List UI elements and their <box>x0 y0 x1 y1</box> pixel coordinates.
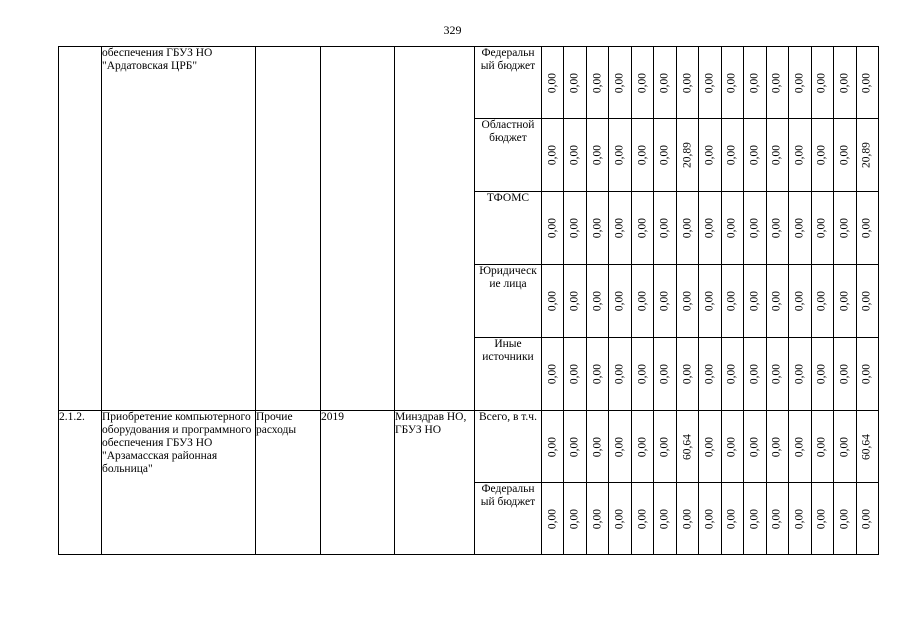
amount-value: 0,00 <box>838 290 851 312</box>
amount-cell <box>542 192 564 265</box>
amount-value: 0,00 <box>748 144 761 166</box>
amount-value: 0,00 <box>770 72 783 93</box>
amount-value: 0,00 <box>725 72 738 93</box>
amount-value: 0,00 <box>748 508 761 529</box>
amount-cell <box>789 47 811 119</box>
amount-cell <box>586 119 608 192</box>
amount-value: 0,00 <box>681 508 694 529</box>
amount-cell <box>856 265 878 338</box>
amount-value: 0,00 <box>770 508 783 529</box>
amount-cell <box>564 483 586 555</box>
amount-cell <box>811 119 833 192</box>
amount-value: 0,00 <box>658 144 671 166</box>
row-number <box>59 47 102 411</box>
amount-value: 0,00 <box>815 436 828 457</box>
amount-cell <box>744 411 766 483</box>
amount-cell <box>654 411 676 483</box>
amount-value: 0,00 <box>636 436 649 457</box>
amount-value: 0,00 <box>568 508 581 529</box>
amount-value: 0,00 <box>703 436 716 457</box>
amount-value: 0,00 <box>546 436 559 457</box>
amount-cell <box>744 338 766 411</box>
amount-cell <box>856 411 878 483</box>
amount-cell <box>564 338 586 411</box>
amount-value: 0,00 <box>568 436 581 457</box>
amount-cell <box>654 119 676 192</box>
amount-value: 0,00 <box>770 436 783 457</box>
funding-source <box>475 265 542 338</box>
amount-value: 0,00 <box>658 436 671 457</box>
amount-cell <box>744 483 766 555</box>
page-number: 329 <box>443 23 462 37</box>
funding-source-label: Иные источники <box>482 338 534 363</box>
year <box>321 47 395 411</box>
amount-cell <box>676 265 698 338</box>
amount-value: 0,00 <box>815 508 828 529</box>
expense-type: Прочие расходы <box>256 411 321 555</box>
amount-cell <box>789 119 811 192</box>
funding-source <box>475 411 542 483</box>
amount-value: 0,00 <box>681 217 694 239</box>
amount-cell <box>811 192 833 265</box>
amount-cell <box>766 192 788 265</box>
amount-cell <box>834 119 856 192</box>
amount-cell <box>699 47 721 119</box>
funding-source <box>475 192 542 265</box>
amount-cell <box>586 47 608 119</box>
year: 2019 <box>321 411 395 555</box>
amount-value: 0,00 <box>815 144 828 166</box>
amount-cell <box>609 47 631 119</box>
amount-value: 0,00 <box>815 290 828 312</box>
amount-cell <box>564 192 586 265</box>
amount-cell <box>609 265 631 338</box>
amount-value: 0,00 <box>725 217 738 239</box>
amount-value: 0,00 <box>748 217 761 239</box>
amount-cell <box>811 338 833 411</box>
amount-cell <box>586 483 608 555</box>
amount-cell <box>789 265 811 338</box>
amount-cell <box>586 192 608 265</box>
amount-value: 0,00 <box>860 217 873 239</box>
amount-value: 0,00 <box>546 217 559 239</box>
amount-cell <box>856 192 878 265</box>
amount-value: 0,00 <box>546 363 559 385</box>
amount-value: 0,00 <box>703 217 716 239</box>
funding-source-label: ТФОМС <box>486 192 530 204</box>
amount-value: 0,00 <box>568 217 581 239</box>
amount-value: 0,00 <box>591 72 604 93</box>
amount-cell <box>789 483 811 555</box>
amount-value: 0,00 <box>748 363 761 385</box>
amount-cell <box>766 119 788 192</box>
funding-source <box>475 483 542 555</box>
amount-cell <box>789 338 811 411</box>
amount-value: 0,00 <box>568 144 581 166</box>
amount-cell <box>834 411 856 483</box>
amount-value: 0,00 <box>793 436 806 457</box>
amount-value: 0,00 <box>681 290 694 312</box>
amount-value: 0,00 <box>591 363 604 385</box>
amount-cell <box>676 411 698 483</box>
amount-value: 0,00 <box>613 363 626 385</box>
funding-source-label: Областной бюджет <box>481 119 535 144</box>
amount-value: 0,00 <box>636 72 649 93</box>
amount-value: 0,00 <box>591 290 604 312</box>
amount-cell <box>856 338 878 411</box>
amount-value: 0,00 <box>546 144 559 166</box>
amount-cell <box>564 47 586 119</box>
amount-value: 0,00 <box>725 290 738 312</box>
funding-source-label: Федеральн ый бюджет <box>480 47 536 72</box>
amount-cell <box>699 192 721 265</box>
amount-value: 0,00 <box>838 436 851 457</box>
amount-cell <box>542 47 564 119</box>
amount-value: 0,00 <box>658 72 671 93</box>
amount-cell <box>811 411 833 483</box>
amount-value: 0,00 <box>568 363 581 385</box>
amount-value: 0,00 <box>613 217 626 239</box>
amount-cell <box>609 338 631 411</box>
amount-cell <box>721 192 743 265</box>
amount-cell <box>811 265 833 338</box>
amount-value: 0,00 <box>658 363 671 385</box>
item-name: обеспечения ГБУЗ НО "Ардатовская ЦРБ" <box>102 47 256 411</box>
expense-type <box>256 47 321 411</box>
amount-cell <box>631 265 653 338</box>
amount-value: 0,00 <box>703 144 716 166</box>
amount-value: 0,00 <box>725 144 738 166</box>
amount-cell <box>654 192 676 265</box>
amount-cell <box>721 483 743 555</box>
amount-cell <box>721 119 743 192</box>
amount-value: 20,89 <box>860 142 873 168</box>
amount-cell <box>586 265 608 338</box>
amount-cell <box>542 265 564 338</box>
amount-cell <box>676 119 698 192</box>
amount-cell <box>564 411 586 483</box>
amount-cell <box>834 483 856 555</box>
amount-cell <box>609 411 631 483</box>
amount-value: 0,00 <box>591 144 604 166</box>
amount-value: 0,00 <box>703 508 716 529</box>
amount-value: 0,00 <box>748 72 761 93</box>
amount-value: 0,00 <box>838 217 851 239</box>
executor: Минздрав НО, ГБУЗ НО <box>395 411 475 555</box>
amount-value: 0,00 <box>703 363 716 385</box>
amount-cell <box>676 192 698 265</box>
amount-value: 0,00 <box>546 72 559 93</box>
amount-value: 0,00 <box>658 290 671 312</box>
amount-cell <box>721 47 743 119</box>
amount-cell <box>676 483 698 555</box>
amount-cell <box>586 411 608 483</box>
amount-cell <box>721 338 743 411</box>
amount-value: 0,00 <box>860 290 873 312</box>
amount-value: 0,00 <box>793 144 806 166</box>
amount-cell <box>631 338 653 411</box>
amount-cell <box>631 483 653 555</box>
amount-value: 0,00 <box>838 363 851 385</box>
amount-cell <box>676 47 698 119</box>
amount-value: 0,00 <box>613 290 626 312</box>
item-name: Приобретение компьютерного оборудования и программного обеспечения ГБУЗ НО "Арзамасская районная больница" <box>102 411 256 555</box>
amount-value: 0,00 <box>860 508 873 529</box>
amount-cell <box>744 119 766 192</box>
amount-cell <box>766 265 788 338</box>
funding-source <box>475 119 542 192</box>
amount-cell <box>654 47 676 119</box>
amount-cell <box>609 192 631 265</box>
amount-cell <box>654 338 676 411</box>
amount-cell <box>834 47 856 119</box>
amount-cell <box>542 483 564 555</box>
amount-cell <box>721 265 743 338</box>
amount-value: 0,00 <box>793 72 806 93</box>
amount-value: 0,00 <box>636 144 649 166</box>
amount-value: 60,64 <box>681 433 694 460</box>
amount-value: 0,00 <box>748 436 761 457</box>
amount-value: 0,00 <box>815 72 828 93</box>
amount-value: 0,00 <box>658 508 671 529</box>
amount-value: 0,00 <box>770 363 783 385</box>
table-row <box>59 47 879 119</box>
amount-value: 0,00 <box>546 290 559 312</box>
amount-cell <box>631 119 653 192</box>
amount-value: 0,00 <box>591 436 604 457</box>
amount-cell <box>834 265 856 338</box>
amount-cell <box>811 47 833 119</box>
amount-cell <box>721 411 743 483</box>
amount-value: 0,00 <box>725 363 738 385</box>
amount-cell <box>766 483 788 555</box>
amount-cell <box>744 47 766 119</box>
amount-value: 0,00 <box>568 290 581 312</box>
amount-value: 0,00 <box>838 72 851 93</box>
funding-source-label: Всего, в т.ч. <box>479 411 537 423</box>
budget-table <box>58 46 879 555</box>
amount-value: 0,00 <box>793 363 806 385</box>
amount-cell <box>834 338 856 411</box>
amount-value: 0,00 <box>793 290 806 312</box>
amount-value: 0,00 <box>591 217 604 239</box>
amount-cell <box>631 411 653 483</box>
amount-value: 0,00 <box>703 72 716 93</box>
amount-cell <box>789 411 811 483</box>
amount-cell <box>789 192 811 265</box>
funding-source-label: Федеральн ый бюджет <box>480 483 536 508</box>
amount-value: 0,00 <box>815 363 828 385</box>
funding-source-label: Юридическ ие лица <box>479 265 537 290</box>
amount-cell <box>654 265 676 338</box>
amount-cell <box>564 265 586 338</box>
amount-cell <box>631 47 653 119</box>
amount-value: 0,00 <box>860 363 873 385</box>
funding-source <box>475 338 542 411</box>
amount-cell <box>654 483 676 555</box>
amount-value: 0,00 <box>613 436 626 457</box>
amount-value: 0,00 <box>860 72 873 93</box>
amount-value: 20,89 <box>681 142 694 168</box>
amount-value: 0,00 <box>546 508 559 529</box>
amount-value: 0,00 <box>681 72 694 93</box>
amount-cell <box>766 47 788 119</box>
funding-source <box>475 47 542 119</box>
amount-value: 0,00 <box>725 436 738 457</box>
amount-value: 0,00 <box>636 290 649 312</box>
amount-value: 0,00 <box>793 508 806 529</box>
amount-value: 0,00 <box>591 508 604 529</box>
amount-value: 0,00 <box>815 217 828 239</box>
amount-value: 0,00 <box>770 290 783 312</box>
amount-cell <box>699 338 721 411</box>
amount-value: 0,00 <box>636 363 649 385</box>
amount-cell <box>631 192 653 265</box>
amount-value: 0,00 <box>838 508 851 529</box>
amount-cell <box>542 119 564 192</box>
amount-cell <box>564 119 586 192</box>
amount-value: 60,64 <box>860 433 873 460</box>
table-row <box>59 411 879 483</box>
row-number: 2.1.2. <box>59 411 102 555</box>
amount-cell <box>811 483 833 555</box>
amount-cell <box>699 119 721 192</box>
amount-value: 0,00 <box>636 508 649 529</box>
amount-value: 0,00 <box>748 290 761 312</box>
amount-value: 0,00 <box>613 144 626 166</box>
amount-cell <box>609 119 631 192</box>
amount-cell <box>856 483 878 555</box>
amount-cell <box>699 411 721 483</box>
amount-value: 0,00 <box>658 217 671 239</box>
amount-value: 0,00 <box>770 217 783 239</box>
amount-value: 0,00 <box>838 144 851 166</box>
amount-cell <box>542 338 564 411</box>
amount-cell <box>542 411 564 483</box>
amount-cell <box>856 119 878 192</box>
amount-value: 0,00 <box>636 217 649 239</box>
amount-value: 0,00 <box>725 508 738 529</box>
amount-cell <box>766 338 788 411</box>
amount-cell <box>699 483 721 555</box>
amount-cell <box>856 47 878 119</box>
amount-value: 0,00 <box>703 290 716 312</box>
amount-cell <box>766 411 788 483</box>
amount-cell <box>744 192 766 265</box>
amount-value: 0,00 <box>613 72 626 93</box>
amount-value: 0,00 <box>613 508 626 529</box>
amount-value: 0,00 <box>681 363 694 385</box>
executor <box>395 47 475 411</box>
amount-cell <box>834 192 856 265</box>
amount-cell <box>699 265 721 338</box>
amount-value: 0,00 <box>770 144 783 166</box>
amount-value: 0,00 <box>568 72 581 93</box>
amount-cell <box>586 338 608 411</box>
amount-cell <box>676 338 698 411</box>
amount-cell <box>744 265 766 338</box>
amount-cell <box>609 483 631 555</box>
amount-value: 0,00 <box>793 217 806 239</box>
